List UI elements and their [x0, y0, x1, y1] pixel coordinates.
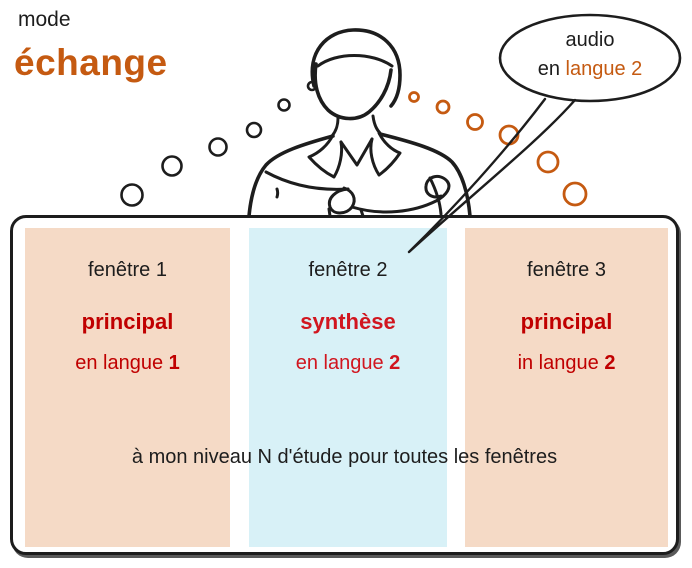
- window-1-role: principal: [81, 309, 174, 334]
- window-2-title: fenêtre 2: [308, 259, 388, 281]
- window-2-role: synthèse: [300, 309, 396, 334]
- speech-bubble-line2: [500, 55, 680, 84]
- window-3-language-prefix: in langue: [517, 352, 605, 374]
- mode-label: mode: [18, 8, 71, 31]
- speech-bubble-line2-highlight: langue 2: [565, 58, 643, 80]
- window-3-language-number: 2: [604, 352, 616, 374]
- level-caption: à mon niveau N d'étude pour toutes les fenêtres: [131, 446, 558, 468]
- window-2-language-number: 2: [389, 352, 401, 374]
- window-1-language-prefix: en langue: [75, 352, 169, 374]
- page-title: échange: [14, 42, 168, 83]
- speech-bubble-line2-prefix: en: [537, 58, 566, 80]
- speech-bubble-text: [500, 26, 680, 84]
- window-2-language-prefix: en langue: [295, 352, 390, 374]
- person-illustration: [249, 30, 470, 216]
- window-1-title: fenêtre 1: [88, 259, 167, 281]
- speech-trail-left-icon: [122, 82, 317, 206]
- window-3-title: fenêtre 3: [527, 259, 606, 281]
- window-1-language-number: 1: [168, 352, 180, 374]
- speech-bubble-line1: audio: [565, 29, 615, 51]
- window-3-role: principal: [520, 309, 613, 334]
